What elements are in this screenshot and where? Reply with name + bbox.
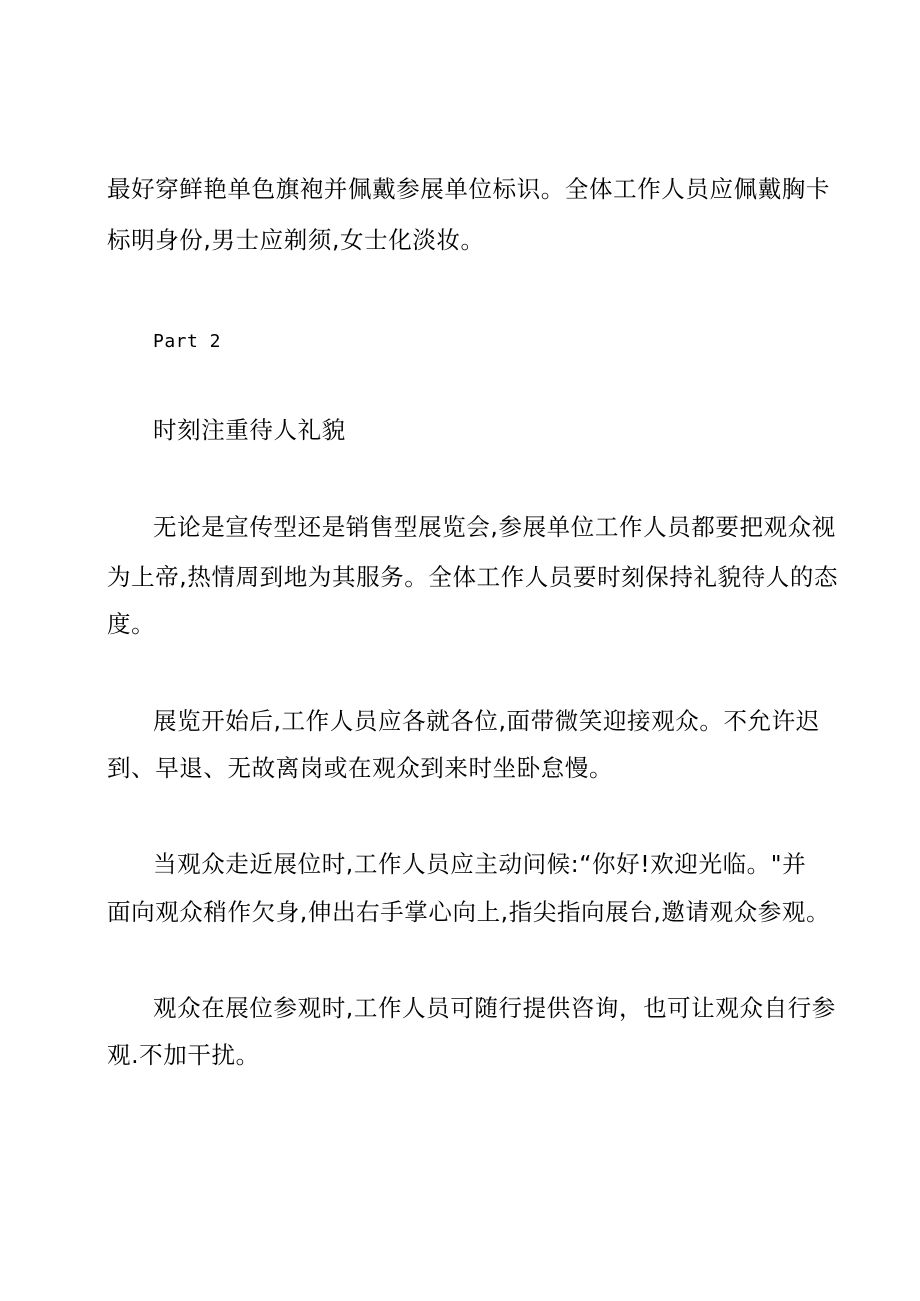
paragraph-4-line-2: 面向观众稍作欠身,伸出右手掌心向上,指尖指向展台,邀请观众参观。 <box>107 898 831 926</box>
paragraph-2-line-3: 度。 <box>107 610 156 638</box>
paragraph-1-line-1: 最好穿鲜艳单色旗袍并佩戴参展单位标识。全体工作人员应佩戴胸卡 <box>107 175 830 203</box>
paragraph-5-line-2: 观.不加干扰。 <box>107 1041 260 1069</box>
paragraph-3-line-1: 展览开始后,工作人员应各就各位,面带微笑迎接观众。不允许迟 <box>153 707 820 735</box>
paragraph-2-line-2: 为上帝,热情周到地为其服务。全体工作人员要时刻保持礼貌待人的态 <box>107 563 839 591</box>
paragraph-1-line-2: 标明身份,男士应剃须,女士化淡妆。 <box>107 226 485 254</box>
paragraph-4-line-1: 当观众走近展位时,工作人员应主动问候:“你好!欢迎光临。"并 <box>153 850 807 878</box>
section-title: 时刻注重待人礼貌 <box>153 416 346 444</box>
part-label: Part 2 <box>153 331 222 352</box>
paragraph-5-line-1: 观众在展位参观时,工作人员可随行提供咨询，也可让观众自行参 <box>153 994 836 1022</box>
paragraph-3-line-2: 到、早退、无故离岗或在观众到来时坐卧怠慢。 <box>107 754 614 782</box>
paragraph-2-line-1: 无论是宣传型还是销售型展览会,参展单位工作人员都要把观众视 <box>153 513 836 541</box>
